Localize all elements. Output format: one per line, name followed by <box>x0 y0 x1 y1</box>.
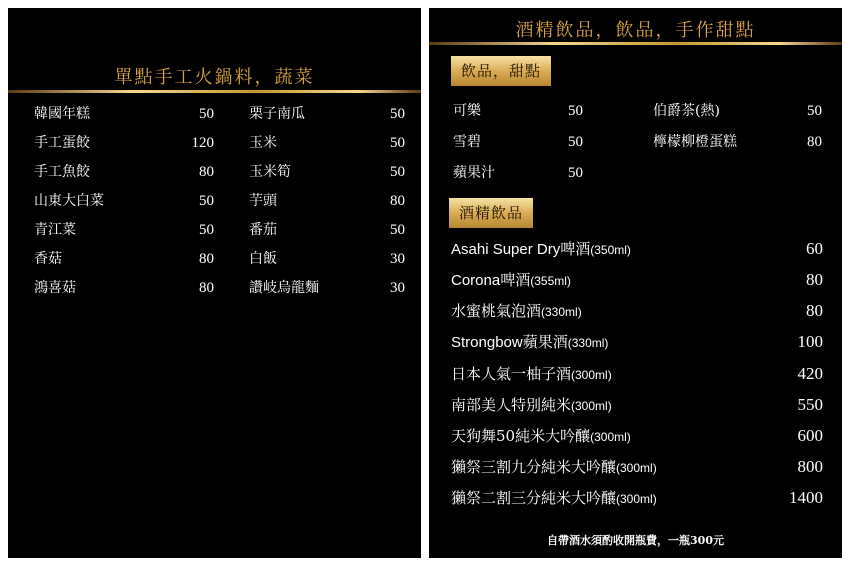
drink-item <box>451 237 823 261</box>
item-price: 30 <box>390 251 405 267</box>
drink-price: 800 <box>797 457 823 476</box>
item-name: 可樂 <box>453 103 481 119</box>
menu-item <box>453 131 583 153</box>
gold-divider <box>8 90 421 93</box>
item-price: 50 <box>568 165 583 181</box>
menu-item <box>34 103 214 125</box>
drink-item <box>451 330 823 354</box>
drink-price: 600 <box>797 426 823 445</box>
item-price: 50 <box>199 193 214 209</box>
item-name: 雪碧 <box>453 134 481 150</box>
item-price: 80 <box>390 193 405 209</box>
menu-item <box>249 103 405 125</box>
item-price: 50 <box>390 222 405 238</box>
item-price: 50 <box>568 134 583 150</box>
item-name: 鴻喜菇 <box>34 280 76 296</box>
item-name: 玉米 <box>249 135 277 151</box>
item-name: 番茄 <box>249 222 277 238</box>
drink-item <box>451 424 823 448</box>
item-price: 50 <box>390 106 405 122</box>
drink-item <box>451 299 823 323</box>
menu-item <box>653 100 822 122</box>
item-price: 80 <box>807 134 822 150</box>
item-price: 50 <box>199 222 214 238</box>
drink-name: Asahi Super Dry啤酒(350ml) <box>451 240 631 258</box>
menu-item <box>249 248 405 270</box>
menu-item <box>34 248 214 270</box>
item-name: 手工魚餃 <box>34 164 90 180</box>
menu-item <box>34 277 214 299</box>
drink-name: 南部美人特別純米(300ml) <box>451 396 612 414</box>
gold-divider <box>429 42 842 45</box>
section-label-drinks-desserts: 飲品，甜點 <box>451 56 551 86</box>
item-name: 山東大白菜 <box>34 193 104 209</box>
item-name: 蘋果汁 <box>453 165 495 181</box>
item-price: 30 <box>390 280 405 296</box>
drink-item <box>451 362 823 386</box>
menu-item <box>249 190 405 212</box>
item-name: 檸檬柳橙蛋糕 <box>653 134 737 150</box>
menu-item <box>34 219 214 241</box>
corkage-footnote: 自帶酒水須酌收開瓶費，一瓶300元 <box>547 534 724 547</box>
drink-price: 550 <box>797 395 823 414</box>
menu-item <box>249 277 405 299</box>
hotpot-menu-panel <box>8 8 421 558</box>
hotpot-menu-title: 單點手工火鍋料，蔬菜 <box>114 67 315 88</box>
item-price: 50 <box>390 135 405 151</box>
item-price: 50 <box>568 103 583 119</box>
item-name: 香菇 <box>34 251 62 267</box>
drink-name: 天狗舞50純米大吟釀(300ml) <box>451 427 631 445</box>
item-price: 80 <box>199 280 214 296</box>
drink-name: 水蜜桃氣泡酒(330ml) <box>451 302 582 320</box>
drink-price: 420 <box>797 364 823 383</box>
menu-item <box>453 162 583 184</box>
drink-item <box>451 393 823 417</box>
item-price: 120 <box>191 135 214 151</box>
item-name: 白飯 <box>249 251 277 267</box>
item-name: 伯爵茶(熱) <box>653 103 720 119</box>
item-name: 芋頭 <box>249 193 277 209</box>
drinks-menu-panel <box>429 8 842 558</box>
item-price: 50 <box>199 106 214 122</box>
drink-price: 60 <box>806 239 823 258</box>
item-name: 青江菜 <box>34 222 76 238</box>
drink-price: 80 <box>806 270 823 289</box>
drink-name: 獺祭三割九分純米大吟釀(300ml) <box>451 458 657 476</box>
menu-item <box>453 100 583 122</box>
item-name: 玉米筍 <box>249 164 291 180</box>
item-name: 手工蛋餃 <box>34 135 90 151</box>
menu-item <box>249 161 405 183</box>
item-name: 讚岐烏龍麵 <box>249 280 319 296</box>
item-name: 栗子南瓜 <box>249 106 305 122</box>
drink-item <box>451 486 823 510</box>
drink-name: Corona啤酒(355ml) <box>451 271 571 289</box>
item-price: 80 <box>199 164 214 180</box>
drink-price: 80 <box>806 301 823 320</box>
drinks-menu-title: 酒精飲品，飲品，手作甜點 <box>515 20 756 41</box>
drink-item <box>451 455 823 479</box>
drink-name: Strongbow蘋果酒(330ml) <box>451 333 609 351</box>
drink-item <box>451 268 823 292</box>
menu-item <box>653 131 822 153</box>
item-price: 80 <box>199 251 214 267</box>
drink-name: 獺祭二割三分純米大吟釀(300ml) <box>451 489 657 507</box>
drink-name: 日本人氣一柚子酒(300ml) <box>451 365 612 383</box>
drink-price: 100 <box>797 332 823 351</box>
item-name: 韓國年糕 <box>34 106 90 122</box>
menu-item <box>34 132 214 154</box>
section-label-alcohol: 酒精飲品 <box>449 198 533 228</box>
menu-item <box>249 132 405 154</box>
item-price: 50 <box>807 103 822 119</box>
item-price: 50 <box>390 164 405 180</box>
drink-price: 1400 <box>789 488 823 507</box>
menu-item <box>34 161 214 183</box>
menu-item <box>249 219 405 241</box>
menu-item <box>34 190 214 212</box>
